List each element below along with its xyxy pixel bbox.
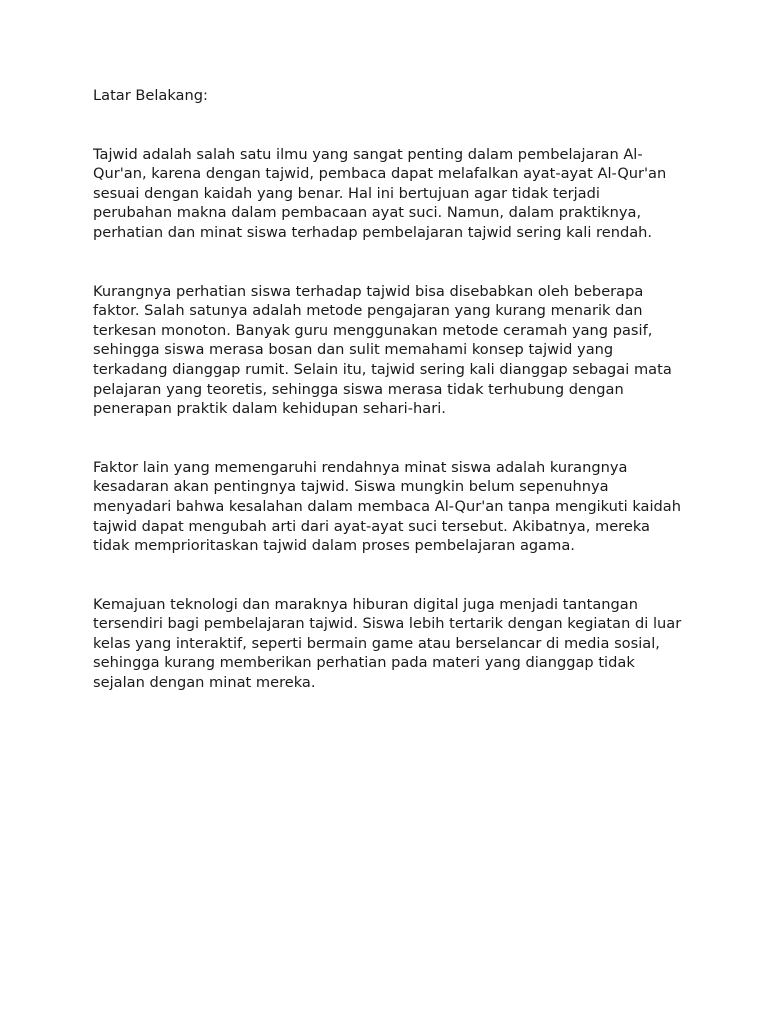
paragraph-4: Kemajuan teknologi dan maraknya hiburan digital juga menjadi tantangan tersendiri bagi pembelajaran tajwid. Siswa lebih tertarik dengan kegiatan di luar kelas yang interaktif, seperti bermain game atau berselancar di media sosial, sehingga kurang memberikan perhatian pada materi yang dianggap tidak sejalan dengan minat mereka.: [93, 595, 682, 692]
section-heading: Latar Belakang:: [93, 87, 208, 104]
paragraph-2: Kurangnya perhatian siswa terhadap tajwid bisa disebabkan oleh beberapa faktor. Salah satunya adalah metode pengajaran yang kurang menarik dan terkesan monoton. Banyak guru menggunakan metode ceramah yang pasif, sehingga siswa merasa bosan dan sulit memahami konsep tajwid yang terkadang dianggap rumit. Selain itu, tajwid sering kali dianggap sebagai mata pelajaran yang teoretis, sehingga siswa merasa tidak terhubung dengan penerapan praktik dalam kehidupan sehari-hari.: [93, 282, 672, 418]
document-body: [93, 86, 683, 732]
paragraph-1: Tajwid adalah salah satu ilmu yang sangat penting dalam pembelajaran Al-Qur'an, karena dengan tajwid, pembaca dapat melafalkan ayat-ayat Al-Qur'an sesuai dengan kaidah yang benar. Hal ini bertujuan agar tidak terjadi perubahan makna dalam pembacaan ayat suci. Namun, dalam praktiknya, perhatian dan minat siswa terhadap pembelajaran tajwid sering kali rendah.: [93, 145, 667, 241]
paragraph-3: Faktor lain yang memengaruhi rendahnya minat siswa adalah kurangnya kesadaran akan pentingnya tajwid. Siswa mungkin belum sepenuhnya menyadari bahwa kesalahan dalam membaca Al-Qur'an tanpa mengikuti kaidah tajwid dapat mengubah arti dari ayat-ayat suci tersebut. Akibatnya, mereka tidak memprioritaskan tajwid dalam proses pembelajaran agama.: [93, 458, 681, 555]
